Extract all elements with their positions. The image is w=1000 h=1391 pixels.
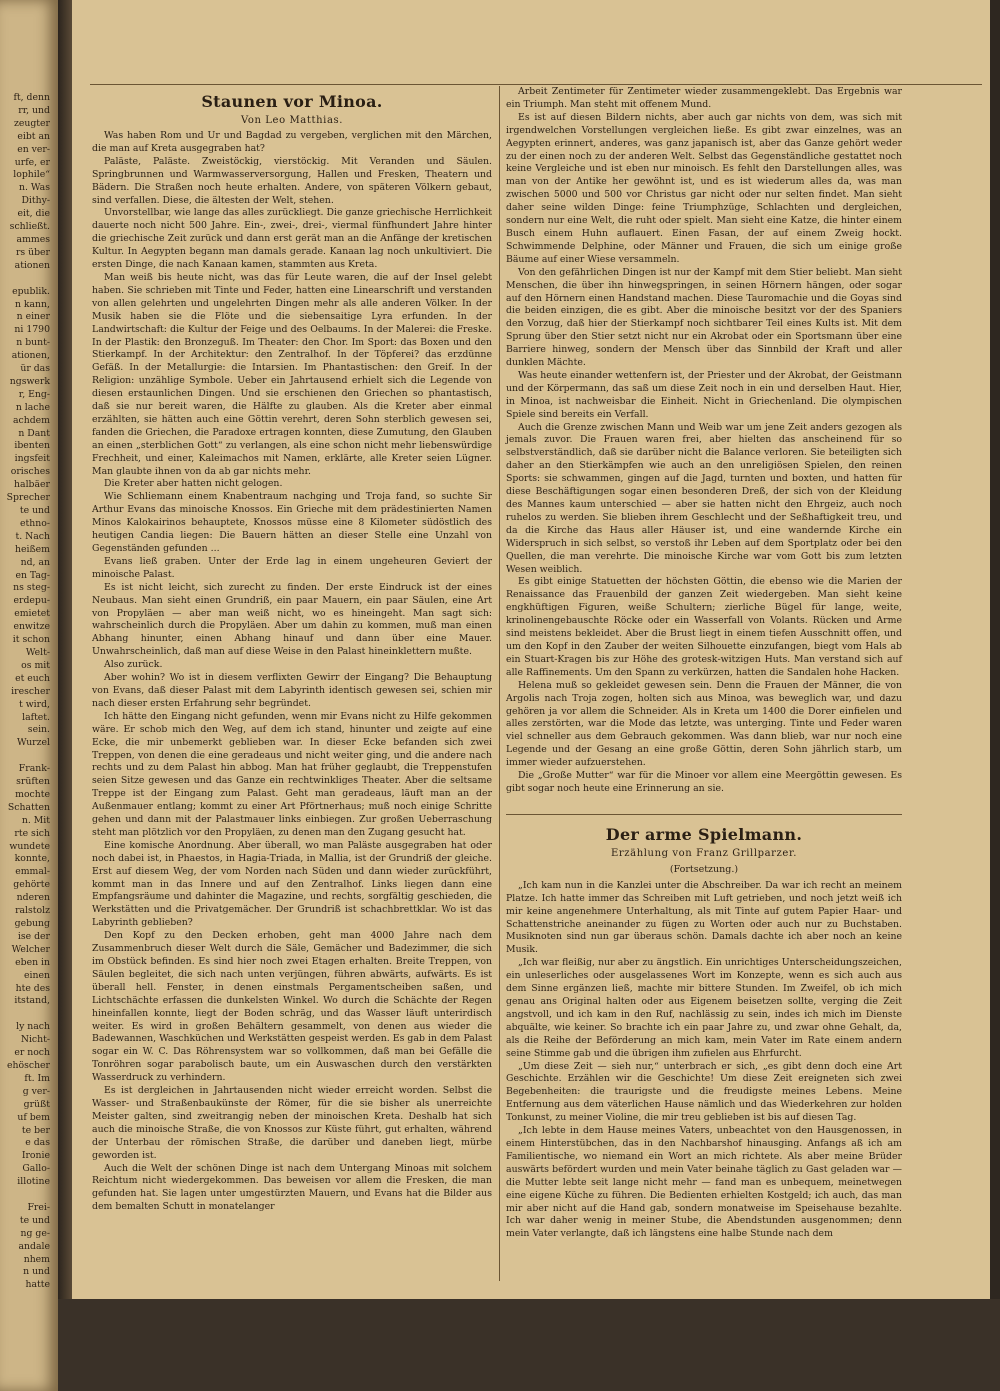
margin-line: n und [23,1266,50,1278]
margin-line: gebung [14,918,50,929]
margin-line: ammes [16,233,50,245]
margin-line: rte sich [14,827,50,839]
margin-line: en ver‑ [17,143,50,155]
margin-line: eibt an [17,130,50,142]
margin-line: n kann, [14,298,50,310]
margin-line: ingsfeit [14,453,50,465]
margin-line: er noch [14,1047,50,1059]
newspaper-page [72,0,1000,1299]
margin-line: ibenten [14,440,50,452]
margin-line: g ver‑ [22,1085,50,1097]
left-page-margin [0,0,58,1391]
margin-line: te ber [21,1124,50,1136]
paragraph: Es ist auf diesen Bildern nichts, aber auch gar nichts von dem, was sich mit irgendwelchen Vorstellungen vergleichen ließe. Es gibt zwar einzelnes, was an Aegypten erinnert, anderes, was ganz japanisch ist, aber das Ganze gehört weder zu der einen noch zu der anderen Welt. Selbst das Gegenständliche gestattet noch keine Vergleiche und ist eben nur minoisch. Es fehlt den Darstellungen alles, was man von der Antike her gewöhnt ist, und es ist wiederum alles da, was man zwischen 5000 und 500 vor Christus gar nicht oder nur selten findet. Man sieht daher seine wilden Dinge: feine Triumphzüge, Schlachten und dergleichen, sondern nur eine Welt, die ruht oder spielt. Man sieht eine Katze, die hinter einem Busch einem Huhn auflauert. Einen Fasan, der auf einem Zweig hockt. Schwimmende Delphine, oder Männer und Frauen, die sich um einige große Bäume auf einer Wiese versammeln. [506,111,902,265]
margin-line: Wurzel [17,737,50,749]
margin-line: srüften [16,776,50,788]
margin-line: ft. Im [24,1072,50,1084]
margin-line: konnte, [14,853,50,865]
margin-line: et euch [15,672,50,684]
margin-line: heißem [15,543,50,555]
margin-line: Frank‑ [18,763,50,775]
margin-line: ngswerk [9,375,50,387]
paragraph: Es gibt einige Statuetten der höchsten Göttin, die ebenso wie die Marien der Renaissance das Frauenbild der ganzen Zeit wiedergeben. Man sieht keine engkhüftigen Figuren, weiße Schultern; zierliche Bügel für lange, weite, krinolinengebauschte Röcke oder ein Wasserfall von Volants. Rücken und Arme sind meistens bekleidet. Aber die Brust liegt in einem tiefen Ausschnitt offen, und um den Kopf in den Zauber der weiten Silhouette einzufangen, biegt vom Hals ab ein Stuart‑Kragen bis zur Höhe des grotesk‑witzigen Huts. Man verstand sich auf alle Raffinements. Um den Spann zu verkürzen, hatten die Sandalen hohe Hacken. [506,576,902,678]
margin-line: n. Mit [21,814,50,826]
margin-line: erdepu‑ [13,595,50,607]
margin-line: Dithy‑ [21,195,50,207]
story-continuation: (Fortsetzung.) [669,863,739,875]
margin-line: n lache [15,401,50,413]
margin-line: urfe, er [14,156,50,168]
margin-line: it schon [12,634,50,646]
margin-line: Welcher [11,943,50,955]
margin-line: Nicht‑ [20,1034,50,1046]
paragraph: „Ich kam nun in die Kanzlei unter die Abschreiber. Da war ich recht an meinem Platze. Ich hatte immer das Schreiben mit Luft getrieben, und noch jetzt weiß ich mir keine angenehmere Unterhaltung, als mit Tinte auf gutem Papier Haar‑ und Schattenstriche aneinander zu fügen zu Worten oder auch nur zu Buchstaben. Musiknoten sind nun gar überaus schön. Damals dachte ich aber noch an keine Musik. [506,879,902,956]
margin-line: t. Nach [15,530,50,542]
column-divider [499,86,500,1281]
margin-line: andale [18,1240,50,1252]
margin-line: ralstolz [15,905,50,917]
margin-line: nhem [23,1253,50,1265]
margin-line: ationen, [11,350,50,362]
margin-line: eit, die [17,208,50,220]
book-gutter [58,0,72,1299]
margin-line: achdem [12,414,50,426]
margin-line: Welt‑ [25,646,50,658]
margin-line: gehörte [13,879,50,891]
paragraph: Was haben Rom und Ur und Bagdad zu vergeben, verglichen mit den Märchen, die man auf Kreta ausgegraben hat? [92,130,492,154]
paragraph: Eine komische Anordnung. Aber überall, wo man Paläste ausgegraben hat oder noch dabei ist, in Phaestos, in Hagia‑Triada, in Mallia, ist der Grundriß der gleiche. Erst auf diesem Weg, der vom Norden nach Süden und dann wieder zurückführt, kommt man in das Innere und auf den Zentralhof. Links liegen dann eine Empfangsräume und dahinter die Magazine, und rechts, sorgfältig geschieden, die Werkstätten und die Privatgemächer. Der Grundriß ist schachbrettklar. Wo ist das Labyrinth geblieben? [92,839,492,929]
paragraph: Den Kopf zu den Decken erhoben, geht man 4000 Jahre nach dem Zusammenbruch dieser Welt durch die Säle, Gemächer und Badezimmer, die sich im Obstück befinden. Es sind hier noch zwei Etagen erhalten. Breite Treppen, von Säulen begleitet, die sich nach unten verjüngen, führen abwärts, aufwärts. Es ist überall hell. Fenster, in denen einstmals Pergamentscheiben saßen, und Lichtschächte erfassen die dunkelsten Winkel. Wo durch die Schächte der Regen hineinfallen konnte, liegt der Boden schräg, und das Wasser läuft unterirdisch weiter. Es wird in großen Behältern gesammelt, von denen aus wieder die Badewannen, Waschküchen und Werkstätten gespeist werden. Es gab in dem Palast sogar ein W. C. Das Röhrensystem war so vollkommen, daß man bei Gefälle die Tonröhren sogar parabolisch baute, um ein Auswaschen durch den verstärkten Wasserdruck zu verhindern. [92,930,492,1084]
column-right [506,86,902,1241]
margin-line [0,1189,58,1202]
paragraph: Die Kreter aber hatten nicht gelogen. [104,478,283,490]
paragraph: Auch die Welt der schönen Dinge ist nach dem Untergang Minoas mit solchem Reichtum nicht wiedergekommen. Das beweisen vor allem die Fresken, die man gefunden hat. Sie lagen unter umgestürzten Mauern, und Evans hat die Bilder aus dem bemalten Schutt in monatelanger [92,1162,492,1213]
story-title: Der arme Spielmann. [605,824,803,844]
margin-line [0,1008,58,1021]
margin-line: ni 1790 [14,324,50,336]
paragraph: Man weiß bis heute nicht, was das für Leute waren, die auf der Insel gelebt haben. Sie schrieben mit Tinte und Feder, hatten eine Linearschrift und verstanden von allen gelehrten und ungelehrten Dingen mehr als alle anderen Völker. In der Musik haben sie die Flöte und die siebensaitige Lyra erfunden. In der Landwirtschaft: die Kultur der Feige und des Oelbaums. In der Malerei: die Freske. In der Plastik: den Bronzeguß. Im Theater: den Chor. Im Sport: das Boxen und den Stierkampf. In der Architektur: den Zentralhof. In der Töpferei? das erzdünne Gefäß. In der Metallurgie: die Intarsien. Im Phantastischen: den Greif. In der Religion: unzählige Symbole. Ueber ein Jahrtausend erhielt sich die Legende von diesen erstaunlichen Dingen. Und sie erschienen den Griechen so phantastisch, daß sie nur bereit waren, die Hälfte zu glauben. Als die Kreter aber einmal erzählten, sie hätten auch eine Göttin verehrt, deren Sohn sterblich gewesen sei, fanden die Griechen, die Paradoxe ertragen konnten, diese Zumutung, den Glauben an einen „sterblichen Gott“ zu verlangen, als eine schon nicht mehr liebenswürdige Frechheit, und einer, Kaleimachos mit Namen, erklärte, alle Kreter seien Lügner. Man glaubte ihnen von da ab gar nichts mehr. [92,271,492,477]
margin-line: ationen [14,259,50,271]
paragraph: „Um diese Zeit — sieh nur,“ unterbrach er sich, „es gibt denn doch eine Art Geschichte. Erzählen wir die Geschichte! Um diese Zeit ereigneten sich zwei Begebenheiten: die traurigste und die freudigste meines Lebens. Meine Entfernung aus dem väterlichen Hause nämlich und das Wiederkehren zur holden Tonkunst, zu meiner Violine, die mir treu geblieben ist bis auf diesen Tag. [506,1060,902,1124]
article-separator [506,814,902,815]
margin-line: uf bem [17,1111,50,1123]
margin-line: n Dant [18,427,50,439]
margin-line: te und [19,1214,50,1226]
column-left [92,86,492,1214]
margin-line: rs über [15,246,50,258]
margin-line: illotine [17,1176,50,1188]
margin-line: nd, an [20,556,50,568]
paragraph: Wie Schliemann einem Knabentraum nachging und Troja fand, so suchte Sir Arthur Evans das minoische Knossos. Ein Grieche mit dem prädestinierten Namen Minos Kalokairinos behauptete, Knossos müsse eine 8 Kilometer südöstlich des heutigen Candia liegen: Die Bauern hätten an dieser Stelle eine Unzahl von Gegenständen gefunden ... [92,491,492,554]
paragraph: Helena muß so gekleidet gewesen sein. Denn die Frauen der Männer, die von Argolis nach Troja zogen, holten sich aus Minoa, was beweglich war, und dazu gehören ja vor allem die Schneider. Als in Kreta um 1400 die Dorer einfielen und alles zerstörten, war die Mode das letzte, was unterging. Tinte und Feder waren viel schneller aus dem Gebrauch gekommen. Was dann blieb, war nur noch eine Legende und der Gesang an eine große Göttin, deren Sohn jährlich starb, um immer wieder aufzuerstehen. [506,679,902,769]
margin-line: emmal‑ [15,866,50,878]
margin-line: emietet [14,608,50,620]
margin-line: schließt. [9,221,50,233]
paragraph: Es ist dergleichen in Jahrtausenden nicht wieder erreicht worden. Selbst die Wasser‑ und Straßenbaukünste der Römer, für die sie bisher als unerreichte Meister galten, sind zweitrangig neben der minoischen Kreta. Deshalb hat sich auch die minoische Straße, die von Knossos zur Küste führt, gut erhalten, während der Unterbau der römischen Straße, die darüber und daneben liegt, mürbe geworden ist. [92,1085,492,1161]
margin-line: t wird, [19,698,50,710]
margin-line: Gallo‑ [22,1163,50,1175]
paragraph: Paläste, Paläste. Zweistöckig, vierstöckig. Mit Veranden und Säulen. Springbrunnen und Warmwasserversorgung, Hallen und Fresken, Theatern und Bädern. Die Straßen noch heute erhalten. Andere, von späteren Völkern gebaut, sind verfallen. Diese, die ältesten der Welt, stehen. [92,155,492,206]
margin-line: hatte [25,1279,50,1291]
article-title: Staunen vor Minoa. [201,92,383,111]
margin-line: ise der [17,930,50,942]
top-rule [90,84,982,85]
margin-line: halbäer [14,479,50,491]
margin-line: Ironie [21,1150,50,1162]
book-edge [990,0,1000,1299]
margin-line: rr, und [18,104,50,116]
paragraph: Es ist nicht leicht, sich zurecht zu finden. Der erste Eindruck ist der eines Neubaus. Man sieht einen Grundriß, ein paar Mauern, ein paar Säulen, eine Art von Propyläen — aber man weiß nicht, wo es hineingeht. Man sagt sich: wahrscheinlich durch die Propyläen. Aber um dahin zu kommen, muß man einen Abhang hinunter, einen Abhang hinauf und dann über eine Mauer. Unwahrscheinlich, daß man auf diese Weise in den Palast hineinklettern mußte. [92,581,492,658]
paragraph: Aber wohin? Wo ist in diesem verflixten Gewirr der Eingang? Die Behauptung von Evans, daß dieser Palast mit dem Labyrinth identisch gewesen sei, schien mir nach dieser ersten Erfahrung sehr begründet. [92,672,492,709]
margin-line: zeugter [13,117,50,129]
margin-line [0,750,58,763]
paragraph: Von den gefährlichen Dingen ist nur der Kampf mit dem Stier beliebt. Man sieht Menschen, die über ihn hinwegspringen, in seinen Hörnern hängen, oder sogar auf den Hörnern einen Handstand machen. Diese Tauromachie und die Goyas sind die beiden einzigen, die es gibt. Aber die minoische besitzt vor der des Spaniers den Vorzug, daß hier der Stierkampf noch sichtbarer Teil eines Kults ist. Mit dem Sprung über den Stier setzt nicht nur ein Akrobat oder ein Sportsmann über eine Barriere hinweg, sondern der Mensch über das Sinnbild der Kraft und aller dunklen Mächte. [506,266,902,369]
margin-line: epublik. [12,285,50,297]
margin-line: te und [19,505,50,516]
paragraph: Ich hätte den Eingang nicht gefunden, wenn mir Evans nicht zu Hilfe gekommen wäre. Er schob mich den Weg, auf dem ich stand, hinunter und zeigte auf eine Ecke, die mir unbemerkt geblieben war. In dieser Ecke befanden sich zwei Treppen, von denen die eine geradeaus und nicht weiter ging, und die andere nach rechts und zu dem Palast hin abbog. Man hat früher geglaubt, die Treppenstufen seien Sitze gewesen und das Ganze ein rechtwinkliges Theater. Aber die seltsame Treppe ist der Eingang zum Palast. Geht man geradeaus, läuft man an der Außenmauer entlang; kommt zu einer Art Pförtnerhaus; muß noch einige Schritte gehen und dann mit der Palastmauer links einbiegen. Zur großen Ueberraschung steht man plötzlich vor den Propyläen, zu denen man den Zugang gesucht hat. [92,710,492,838]
paragraph: Also zurück. [104,659,163,671]
margin-line: n einer [16,311,50,323]
paragraph: Unvorstellbar, wie lange das alles zurückliegt. Die ganze griechische Herrlichkeit dauerte noch nicht 500 Jahre. Ein‑, zwei‑, drei‑, viermal fünfhundert Jahre hinter die griechische Zeit zurück und dann erst gerät man an die Anfänge der kretischen Kultur. In Aegypten begann man damals gerade. Kanaan lag noch unkultiviert. Die ersten Dinge, die nach Kanaan kamen, stammten aus Kreta. [92,207,492,271]
margin-line: sein. [27,724,50,736]
margin-line: e das [25,1137,50,1149]
margin-line: eben in [15,956,50,968]
margin-line: irescher [11,685,50,697]
margin-line: wundete [9,840,50,852]
margin-line: ft, denn [13,92,50,103]
margin-line: itstand, [14,995,50,1007]
margin-line: n. Was [19,182,50,194]
margin-line: Schatten [7,801,50,813]
margin-line: orisches [10,466,50,478]
margin-line: ethno‑ [20,517,50,529]
margin-line: Sprecher [6,492,50,504]
margin-line: r, Eng‑ [18,388,50,400]
paragraph: Evans ließ graben. Unter der Erde lag in einem ungeheuren Geviert der minoische Palast. [92,555,492,580]
article-byline: Von Leo Matthias. [240,115,344,126]
paragraph: „Ich lebte in dem Hause meines Vaters, unbeachtet von den Hausgenossen, in einem Hinterstübchen, das in den Nachbarshof hinausging. Anfangs aß ich am Familientische, wo niemand ein Wort an mich richtete. Als aber meine Brüder auswärts befördert wurden und mein Vater beinahe täglich zu Gast geladen war — die Mutter lebte seit lange nicht mehr — fand man es unbequem, meinetwegen eine eigene Küche zu führen. Die Bedienten erhielten Kostgeld; ich auch, das man mir aber nicht auf die Hand gab, sondern monatweise im Speisehause bezahlte. Ich war daher wenig in meiner Stube, die Abendstunden ausgenommen; denn mein Vater verlangte, daß ich längstens eine halbe Stunde nach dem [506,1125,902,1240]
margin-line: lophile“ [13,169,50,181]
margin-line: laftet. [22,711,50,723]
margin-line: nderen [16,892,50,904]
paragraph: „Ich war fleißig, nur aber zu ängstlich. Ein unrichtiges Unterscheidungszeichen, ein unleserliches oder ausgelassenes Wort im Konzepte, wenn es sich auch aus dem Sinne ergänzen ließ, machte mir bittere Stunden. Im Zweifel, ob ich mich genau ans Original halten oder aus Eigenem beisetzen sollte, verging die Zeit angstvoll, und ich kam in den Ruf, nachlässig zu sein, indes ich mich im Dienste abquälte, wie keiner. So brachte ich ein paar Jahre zu, und zwar ohne Gehalt, da, als die Reihe der Beförderung an mich kam, mein Vater im Rate einem andern seine Stimme gab und die übrigen ihm zufielen aus Ehrfurcht. [506,957,902,1059]
margin-line: ür das [20,363,50,375]
margin-line: mochte [15,788,50,800]
margin-line: einen [24,969,50,981]
paragraph: Die „Große Mutter“ war für die Minoer vor allem eine Meergöttin gewesen. Es gibt sogar noch heute eine Erinnerung an sie. [506,770,902,794]
margin-line: enwitze [13,621,50,633]
margin-line: grüßt [23,1098,50,1110]
margin-line: ns steg‑ [13,582,50,594]
margin-line: hte des [15,982,50,994]
margin-line: Frei‑ [27,1201,50,1213]
story-byline: Erzählung von Franz Grillparzer. [610,847,798,859]
margin-line: ly nach [16,1021,50,1033]
paragraph: Was heute einander wettenfern ist, der Priester und der Akrobat, der Geistmann und der Körpermann, das saß um diese Zeit noch in ein und derselben Haut. Hier, in Minoa, ist nachweisbar die Einheit. Nicht in Griechenland. Die olympischen Spiele sind bereits ein Verfall. [506,369,902,420]
margin-line [0,273,58,286]
margin-line: n bunt‑ [16,337,50,349]
margin-line: en Tag‑ [15,569,50,581]
margin-line: ng ge‑ [20,1227,50,1239]
paragraph: Auch die Grenze zwischen Mann und Weib war um jene Zeit anders gezogen als jemals zuvor. Die Frauen waren frei, aber hielten das anscheinend für so selbstverständlich, daß sie darüber nicht die Balance verloren. Sie beteiligten sich daher an den Stierkämpfen wie auch an den unreligiösen Spielen, den reinen Sports: sie schwammen, gingen auf die Jagd, turnten und boxten, und hatten für diese Beschäftigungen sogar einen besonderen Dreß, der sich von der Kleidung des Mannes kaum unterschied — aber sie hatten nicht den Ehrgeiz, auch noch ruhelos zu werden. Sie blieben ihrem Geschlecht und der Seßhaftigkeit treu, und da die Kirche das Haus aller Häuser ist, und eine wandernde Kirche ein Widerspruch in sich selbst, so verstoß ihr Leben auf dem Sportplatz oder bei den Quellen, die man verehrte. Die minoische Kirche war vom Gott bis zum letzten Wesen weiblich. [506,421,902,575]
margin-line: ehöscher [7,1059,50,1071]
margin-line: os mit [21,659,50,671]
paragraph: Arbeit Zentimeter für Zentimeter wieder zusammengeklebt. Das Ergebnis war ein Triumph. Man steht mit offenem Mund. [506,86,902,110]
